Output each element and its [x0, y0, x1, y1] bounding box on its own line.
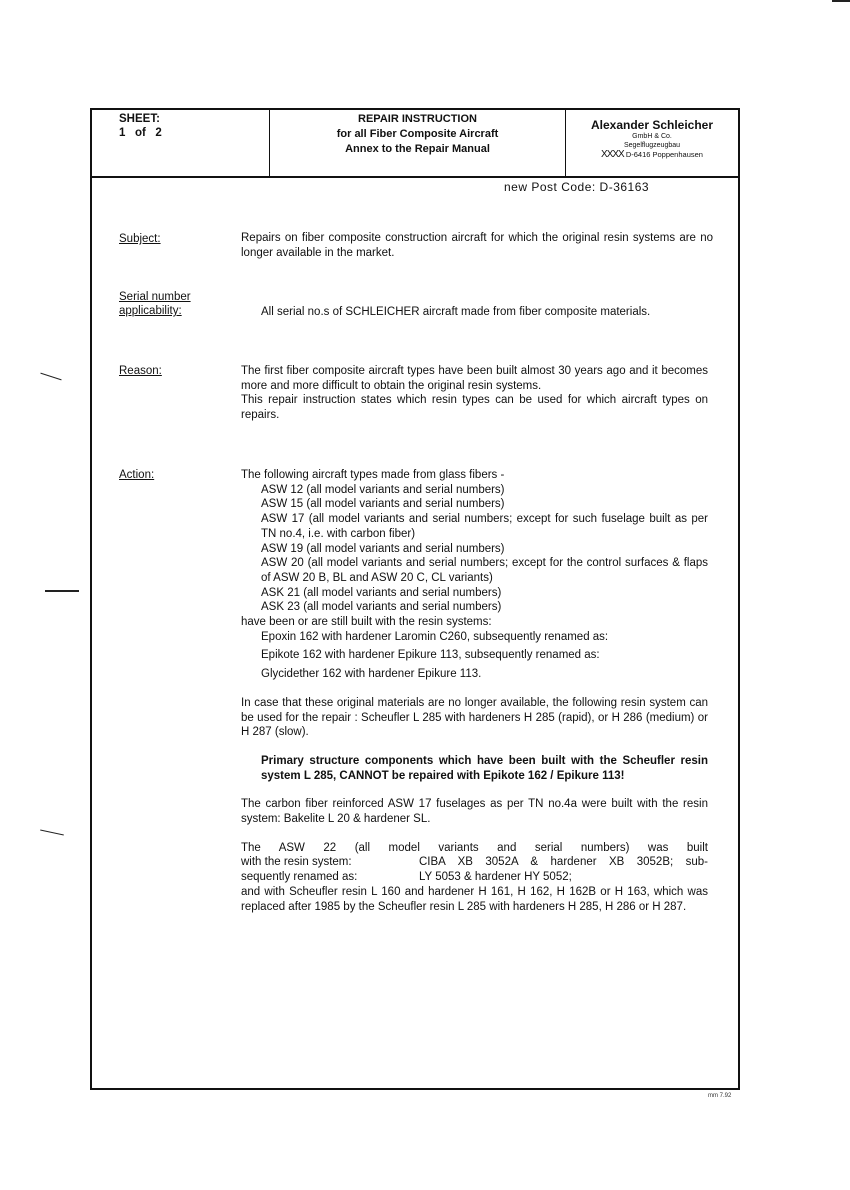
subject-paragraph: Repairs on fiber composite construction aircraft for which the original resin systems are no longer available in the market.: [241, 232, 713, 259]
resin-system-3: Glycidether 162 with hardener Epikure 113.: [261, 668, 482, 681]
title-line2: for all Fiber Composite Aircraft: [336, 128, 499, 140]
asw22-line2-right: CIBA XB 3052A & hardener XB 3052B; sub-: [419, 856, 708, 869]
title-cell: [270, 110, 566, 176]
form-code: mm 7.92: [708, 1093, 732, 1099]
action-intro: The following aircraft types made from glass fibers -: [241, 469, 505, 481]
aircraft-type-list: [241, 483, 708, 615]
company-address-line: [566, 150, 738, 160]
reason-para1: The first fiber composite aircraft types have been built almost 30 years ago and it becomes more and more difficult to obtain the original resin systems.: [241, 365, 708, 392]
company-address: D-6416 Poppenhausen: [625, 150, 703, 159]
scan-mark-left-3: [40, 830, 64, 836]
asw22-paragraph: [241, 841, 708, 915]
reason-text: [241, 364, 708, 423]
subject-label: Subject:: [119, 233, 161, 245]
company-division: Segelflugzeugbau: [623, 142, 681, 149]
asw22-rest: and with Scheufler resin L 160 and hardener H 161, H 162, H 162B or H 163, which was replaced after 1985 by the Scheufler resin L 285 with hardeners H 285, H 286 or H 287.: [241, 885, 708, 913]
aircraft-type-item: ASW 17 (all model variants and serial numbers; except for such fuselage built as per TN no.4, i.e. with carbon fiber): [261, 513, 708, 540]
scan-mark-left-2: [45, 590, 79, 592]
crossed-out-postcode: XXXX: [601, 149, 624, 160]
serial-paragraph: All serial no.s of SCHLEICHER aircraft made from fiber composite materials.: [261, 306, 651, 318]
company-name: Alexander Schleicher: [590, 118, 714, 132]
asw22-line2-left: with the resin system:: [241, 856, 352, 869]
title-line3: Annex to the Repair Manual: [345, 143, 490, 155]
scan-mark-left-1: [40, 373, 61, 381]
reason-para2: This repair instruction states which resin types can be used for which aircraft types on repairs.: [241, 394, 708, 422]
resin-system-1: Epoxin 162 with hardener Laromin C260, subsequently renamed as:: [261, 630, 609, 643]
asw22-line1: The ASW 22 (all model variants and serial numbers) was built: [241, 841, 708, 854]
asw22-line3-right: LY 5053 & hardener HY 5052;: [419, 871, 572, 884]
asw22-line2: [241, 855, 708, 870]
reason-label: Reason:: [119, 365, 162, 377]
company-cell: [566, 110, 738, 176]
asw22-line3-left: sequently renamed as:: [241, 871, 358, 884]
aircraft-type-item: ASW 12 (all model variants and serial numbers): [261, 483, 505, 496]
title-line1: REPAIR INSTRUCTION: [358, 113, 477, 125]
aircraft-type-item: ASK 21 (all model variants and serial numbers): [261, 586, 502, 599]
document-header: [92, 110, 738, 178]
warning-paragraph: Primary structure components which have been built with the Scheufler resin system L 285, CANNOT be repaired with Epikote 162 / Epikure 113!: [261, 754, 708, 782]
action-label: Action:: [119, 469, 155, 481]
aircraft-type-item: ASK 23 (all model variants and serial numbers): [261, 601, 502, 614]
built-with-line: have been or are still built with the resin systems:: [241, 616, 492, 629]
document-frame: [90, 108, 740, 1090]
replacement-paragraph: In case that these original materials are no longer available, the following resin system can be used for the repair : Scheufler L 285 with hardeners H 285 (rapid), or H 286 (medium) or H 287 (slow).: [241, 696, 708, 739]
serial-text: [241, 305, 713, 320]
sheet-cell: [92, 110, 270, 176]
sheet-label: SHEET:: [119, 113, 160, 125]
resin-system-2: Epikote 162 with hardener Epikure 113, subsequently renamed as:: [261, 649, 600, 662]
action-text: [241, 468, 708, 914]
sheet-number: 1 of 2: [119, 127, 162, 139]
serial-label-line1: Serial number: [119, 291, 191, 303]
aircraft-type-item: ASW 20 (all model variants and serial numbers; except for the control surfaces & flaps of ASW 20 B, BL and ASW 20 C, CL variants): [261, 557, 708, 584]
company-legal-form: GmbH & Co.: [632, 133, 672, 140]
scan-mark-top-right: [832, 0, 850, 2]
serial-label-line2: applicability:: [119, 305, 182, 317]
carbon-paragraph: The carbon fiber reinforced ASW 17 fuselages as per TN no.4a were built with the resin system: Bakelite L 20 & hardener SL.: [241, 798, 708, 826]
new-post-code: new Post Code: D-36163: [504, 180, 650, 194]
subject-text: [241, 231, 713, 260]
aircraft-type-item: ASW 15 (all model variants and serial numbers): [261, 498, 505, 511]
asw22-line3: [241, 870, 708, 885]
aircraft-type-item: ASW 19 (all model variants and serial numbers): [261, 542, 505, 555]
